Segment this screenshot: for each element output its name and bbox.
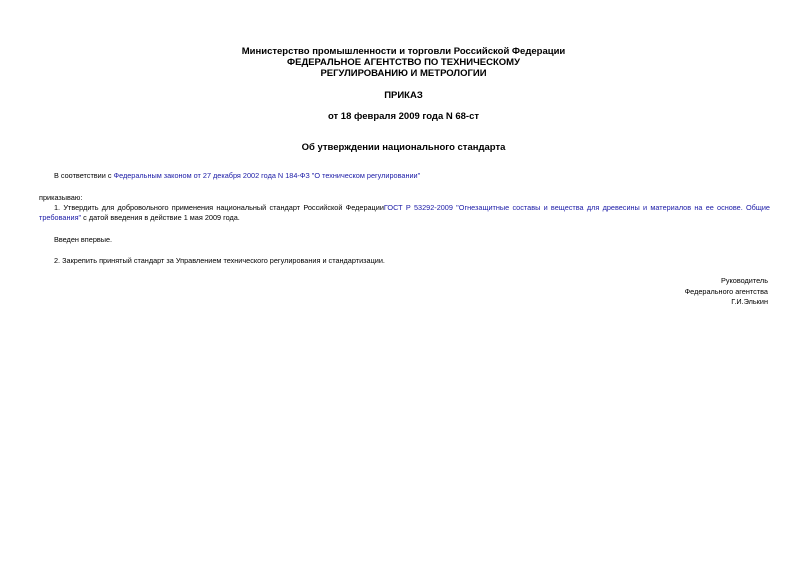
ministry-name: Министерство промышленности и торговли Российской Федерации [241,46,566,57]
signature-organization: Федерального агентства [684,286,768,296]
order-date-number: от 18 февраля 2009 года N 68-ст [327,111,480,122]
signature-name: Г.И.Элькин [731,297,768,306]
order-title: ПРИКАЗ [384,90,423,101]
order-item-2: 2. Закрепить принятый стандарт за Управлением технического регулирования и стандартизации. [54,256,385,265]
order-subject: Об утверждении национального стандарта [301,142,506,153]
legal-basis-paragraph [54,171,420,181]
document-header [0,46,807,79]
legal-basis-prefix: В соответствии с [54,171,114,180]
order-verb: приказываю: [39,193,83,202]
order-item-1-prefix: 1. Утвердить для добровольного применения национальный стандарт Российской Федерации [54,203,384,212]
federal-law-link[interactable]: Федеральным законом от 27 декабря 2002 года N 184-ФЗ "О техническом регулировании" [113,171,421,180]
signature-block [685,276,768,308]
order-item-1-suffix: с датой введения в действие 1 мая 2009 года. [81,213,240,222]
gost-standard-link[interactable]: ГОСТ Р 53292-2009 "Огнезащитные составы и вещества для древесины и материалов на ее основе. Общие требования" [39,203,770,222]
order-item-1 [39,203,770,223]
signature-position: Руководитель [720,276,768,285]
agency-name-line2: РЕГУЛИРОВАНИЮ И МЕТРОЛОГИИ [320,68,487,79]
agency-name-line1: ФЕДЕРАЛЬНОЕ АГЕНТСТВО ПО ТЕХНИЧЕСКОМУ [287,57,520,68]
introduced-note: Введен впервые. [54,235,113,244]
